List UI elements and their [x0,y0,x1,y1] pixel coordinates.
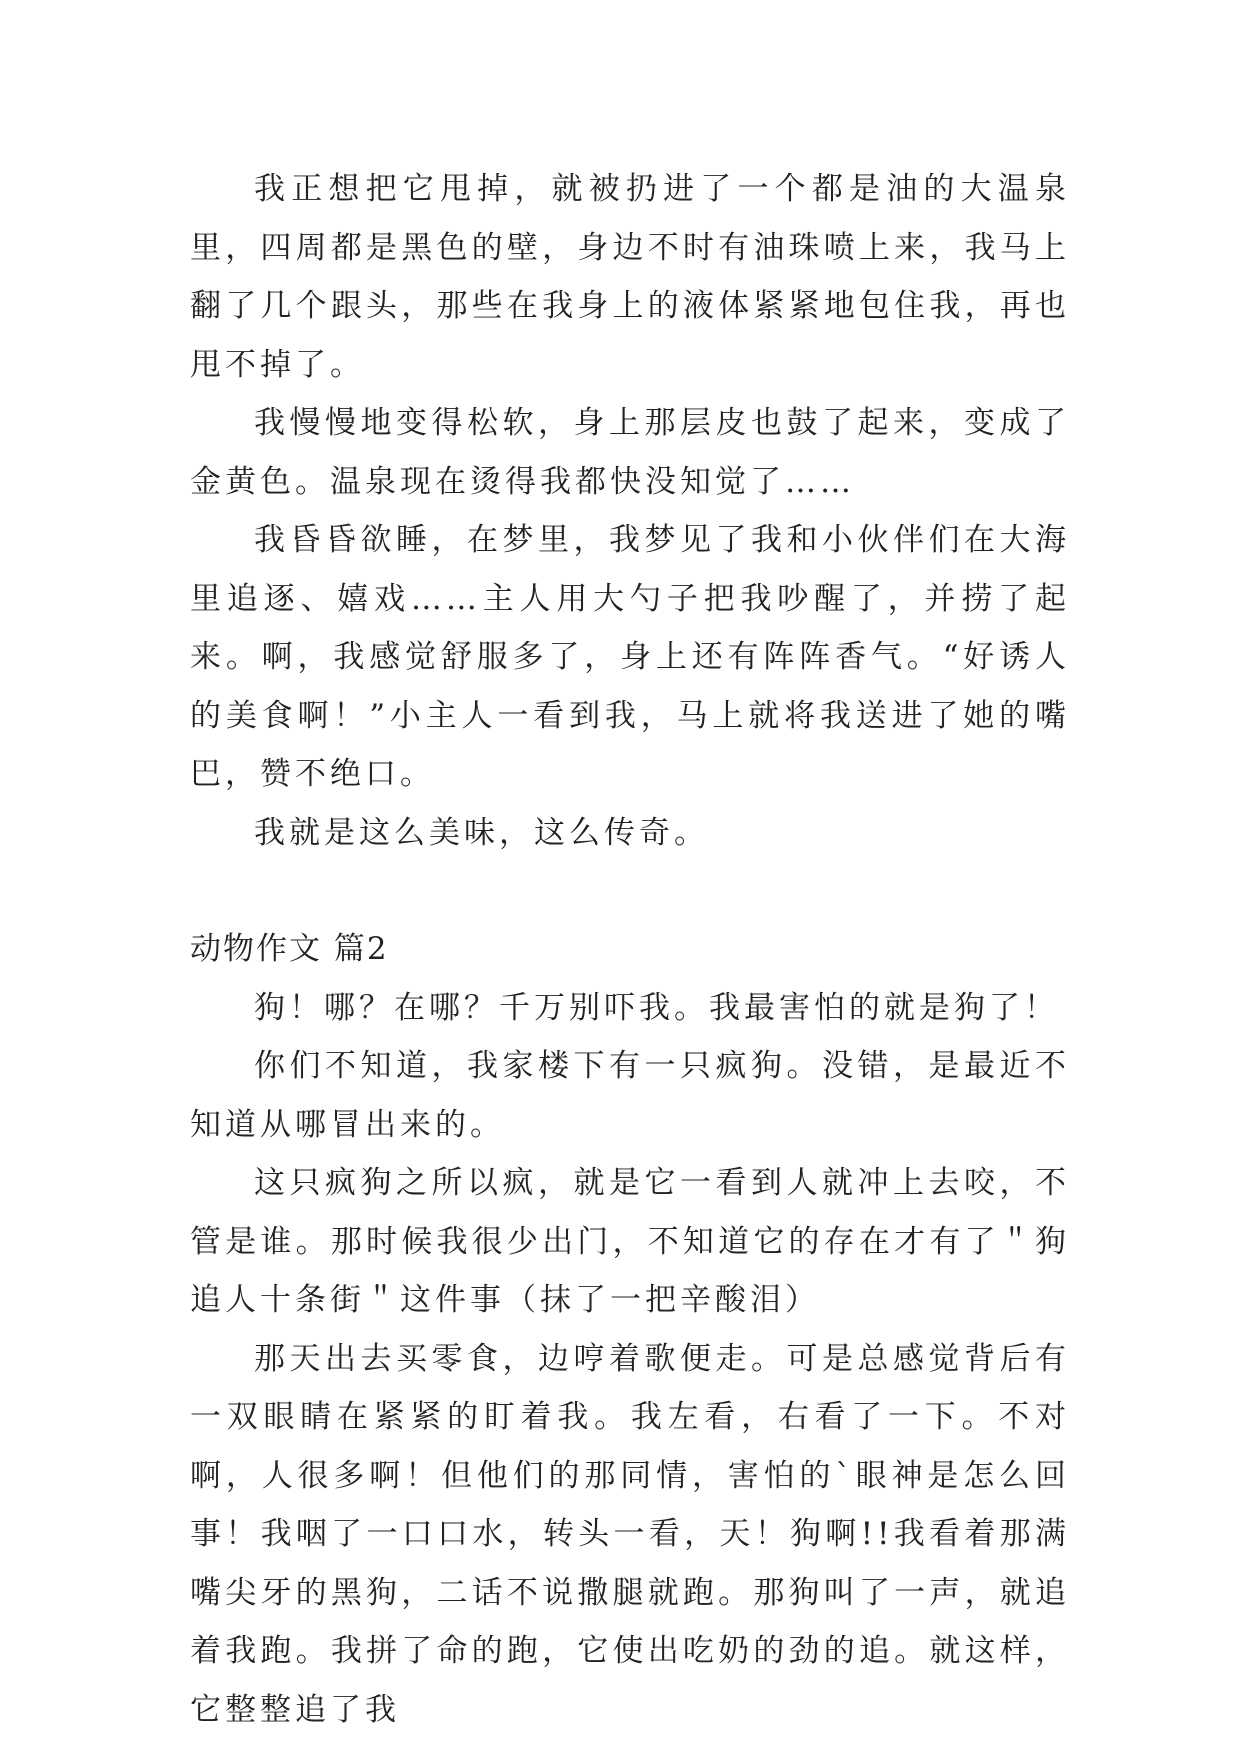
paragraph: 那天出去买零食，边哼着歌便走。可是总感觉背后有一双眼睛在紧紧的盯着我。我左看，右看了一下。不对啊，人很多啊！但他们的那同情，害怕的`眼神是怎么回事！我咽了一口口水，转头一看，天！狗啊!!我看着那满嘴尖牙的黑狗，二话不说撒腿就跑。那狗叫了一声，就追着我跑。我拼了命的跑，它使出吃奶的劲的追。就这样，它整整追了我 [190,1340,1070,1728]
paragraph: 我昏昏欲睡，在梦里，我梦见了我和小伙伴们在大海里追逐、嬉戏……主人用大勺子把我吵醒了，并捞了起来。啊，我感觉舒服多了，身上还有阵阵香气。“好诱人的美食啊！”小主人一看到我，马上就将我送进了她的嘴巴，赞不绝口。 [190,522,1070,792]
document-body [190,160,1070,1739]
paragraph: 我就是这么美味，这么传奇。 [254,814,709,851]
paragraph: 你们不知道，我家楼下有一只疯狗。没错，是最近不知道从哪冒出来的。 [190,1048,1070,1143]
paragraph: 我慢慢地变得松软，身上那层皮也鼓了起来，变成了金黄色。温泉现在烫得我都快没知觉了…… [190,405,1070,500]
section-spacer [190,862,1070,920]
section-heading: 动物作文 篇2 [190,931,389,967]
paragraph: 这只疯狗之所以疯，就是它一看到人就冲上去咬，不管是谁。那时候我很少出门，不知道它的存在才有了＂狗追人十条街＂这件事（抹了一把辛酸泪） [190,1165,1070,1318]
paragraph: 我正想把它甩掉，就被扔进了一个都是油的大温泉里，四周都是黑色的壁，身边不时有油珠喷上来，我马上翻了几个跟头，那些在我身上的液体紧紧地包住我，再也甩不掉了。 [190,171,1070,383]
paragraph: 狗！哪？在哪？千万别吓我。我最害怕的就是狗了！ [254,989,1059,1026]
